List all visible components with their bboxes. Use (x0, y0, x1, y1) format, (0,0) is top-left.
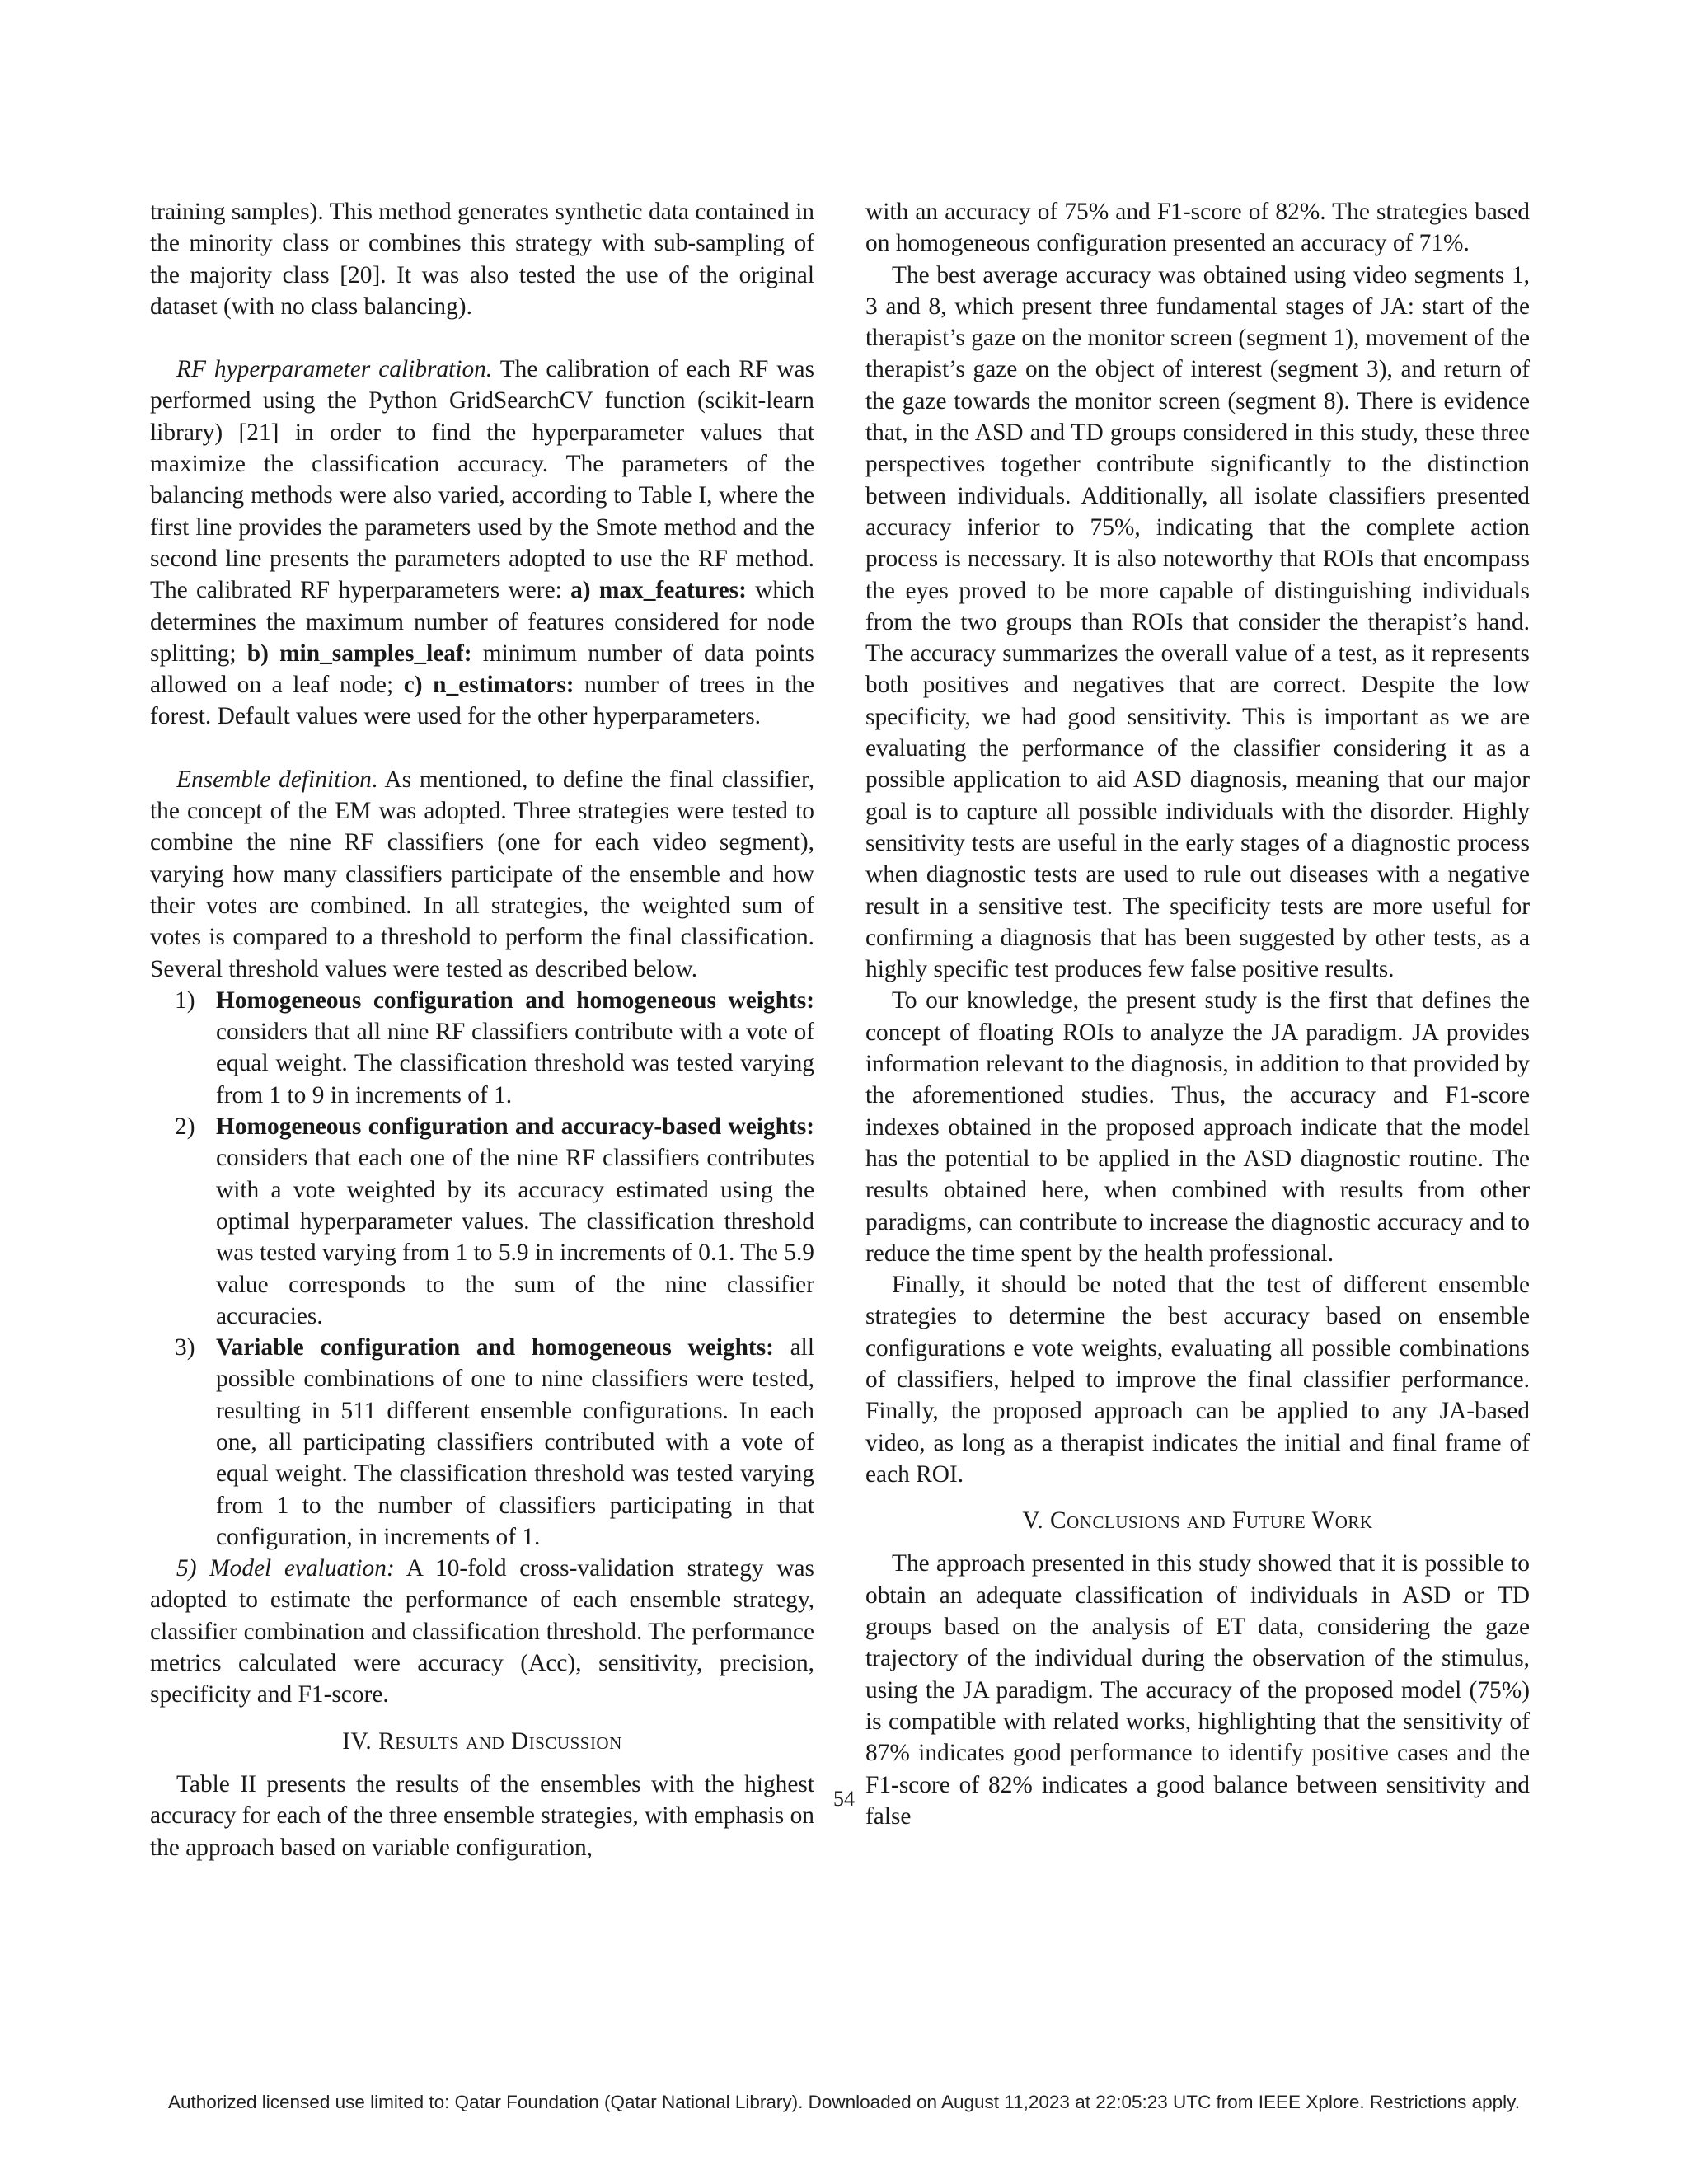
paragraph: Table II presents the results of the ensembles with the highest accuracy for each of the three ensemble strategies, with emphasis on the approach based on variable configuration, (150, 1770, 814, 1861)
list-item: 2) Homogeneous configuration and accuracy-based weights: considers that each one of the nine RF classifiers contributes with a vote weighted by its accuracy estimated using the optimal hyperparameter values. The classification threshold was tested varying from 1 to 5.9 in increments of 0.1. The 5.9 value corresponds to the sum of the nine classifier accuracies. (175, 1113, 814, 1329)
paragraph-ensemble-definition: Ensemble definition. As mentioned, to define the final classifier, the concept of the EM was adopted. Three strategies were tested to combine the nine RF classifiers (one for each video segment), varying how many classifiers participate of the ensemble and how their votes are combined. In all strategies, the weighted sum of votes is compared to a threshold to perform the final classification. Several threshold values were tested as described below. (150, 766, 815, 982)
page-number: 54 (833, 1787, 855, 1811)
paragraph-model-evaluation: 5) Model evaluation: A 10-fold cross-validation strategy was adopted to estimate the performance of each ensemble strategy, classifier combination and classification threshold. The performance metrics calculated were accuracy (Acc), sensitivity, precision, specificity and F1-score. (150, 1555, 814, 1708)
subsection-heading: 5) Model evaluation: (176, 1555, 395, 1582)
strategy-list (150, 985, 814, 1553)
list-item: 3) Variable configuration and homogeneous weights: all possible combinations of one to nine classifiers were tested, resulting in 511 different ensemble configurations. In each one, all participating classifiers contributed with a vote of equal weight. The classification threshold was tested varying from 1 to the number of classifiers participating in that configuration, in increments of 1. (175, 1334, 814, 1550)
right-column (865, 196, 1530, 1832)
paragraph: with an accuracy of 75% and F1-score of 82%. The strategies based on homogeneous configuration presented an accuracy of 71%. (865, 199, 1530, 257)
list-item: 1) Homogeneous configuration and homogeneous weights: considers that all nine RF classifiers contribute with a vote of equal weight. The classification threshold was tested varying from 1 to 9 in increments of 1. (175, 987, 814, 1108)
paragraph: To our knowledge, the present study is the first that defines the concept of floating ROIs to analyze the JA paradigm. JA provides information relevant to the diagnosis, in addition to that provided by the aforementioned studies. Thus, the accuracy and F1-score indexes obtained in the proposed approach indicate that the model has the potential to be applied in the ASD diagnostic routine. The results obtained here, when combined with results from other paradigms, can contribute to increase the diagnostic accuracy and to reduce the time spent by the health professional. (865, 987, 1530, 1267)
license-footer: Authorized licensed use limited to: Qatar Foundation (Qatar National Library). Downloaded on August 11,2023 at 22:05:23 UTC from IEEE Xplore. Restrictions apply. (167, 2092, 1521, 2112)
paragraph: The approach presented in this study showed that it is possible to obtain an adequate classification of individuals in ASD or TD groups based on the analysis of ET data, considering the gaze trajectory of the individual during the observation of the stimulus, using the JA paradigm. The accuracy of the proposed model (75%) is compatible with related works, highlighting that the sensitivity of 87% indicates good performance to identify positive cases and the F1-score of 82% indicates a good balance between sensitivity and false (865, 1550, 1530, 1830)
section-heading-results: IV. Results and Discussion (342, 1727, 622, 1755)
paragraph: training samples). This method generates synthetic data contained in the minority class or combines this strategy with sub-sampling of the majority class [20]. It was also tested the use of the original dataset (with no class balancing). (150, 199, 814, 320)
left-column (150, 196, 814, 1863)
paragraph-rf-calibration: RF hyperparameter calibration. The calibration of each RF was performed using the Python GridSearchCV function (scikit-learn library) [21] in order to find the hyperparameter values that maximize the classification accuracy. The parameters of the balancing methods were also varied, according to Table I, where the first line provides the parameters used by the Smote method and the second line presents the parameters adopted to use the RF method. The calibrated RF hyperparameters were: a) max_features: which determines the maximum number of features considered for node splitting; b) min_samples_leaf: minimum number of data points allowed on a leaf node; c) n_estimators: number of trees in the forest. Default values were used for the other hyperparameters. (150, 356, 815, 730)
section-heading-conclusions: V. Conclusions and Future Work (1022, 1507, 1373, 1535)
paragraph: The best average accuracy was obtained using video segments 1, 3 and 8, which present three fundamental stages of JA: start of the therapist’s gaze on the monitor screen (segment 1), movement of the therapist’s gaze on the object of interest (segment 3), and return of the gaze towards the monitor screen (segment 8). There is evidence that, in the ASD and TD groups considered in this study, these three perspectives together contribute significantly to the distinction between individuals. Additionally, all isolate classifiers presented accuracy inferior to 75%, indicating that the complete action process is necessary. It is also noteworthy that ROIs that encompass the eyes proved to be more capable of distinguishing individuals from the two groups than ROIs that consider the therapist’s hand. The accuracy summarizes the overall value of a test, as it represents both positives and negatives that are correct. Despite the low specificity, we had good sensitivity. This is important as we are evaluating the performance of the classifier considering it as a possible application to aid ASD diagnosis, meaning that our major goal is to capture all possible individuals with the disorder. Highly sensitivity tests are useful in the early stages of a diagnostic process when diagnostic tests are used to rule out diseases with a negative result in a sensitive test. The specificity tests are more useful for confirming a diagnosis that has been suggested by other tests, as a highly specific test produces few false positive results. (865, 261, 1530, 983)
paragraph: Finally, it should be noted that the test of different ensemble strategies to determine the best accuracy based on ensemble configurations e vote weights, evaluating all possible combinations of classifiers, helped to improve the final classifier performance. Finally, the proposed approach can be applied to any JA-based video, as long as a therapist indicates the initial and final frame of each ROI. (865, 1272, 1530, 1488)
bold-term: a) max_features: (570, 577, 747, 604)
subsection-heading: Ensemble definition (176, 766, 372, 793)
bold-term: c) n_estimators: (403, 672, 574, 699)
subsection-heading: RF hyperparameter calibration. (176, 356, 493, 383)
bold-term: b) min_samples_leaf: (246, 640, 472, 667)
